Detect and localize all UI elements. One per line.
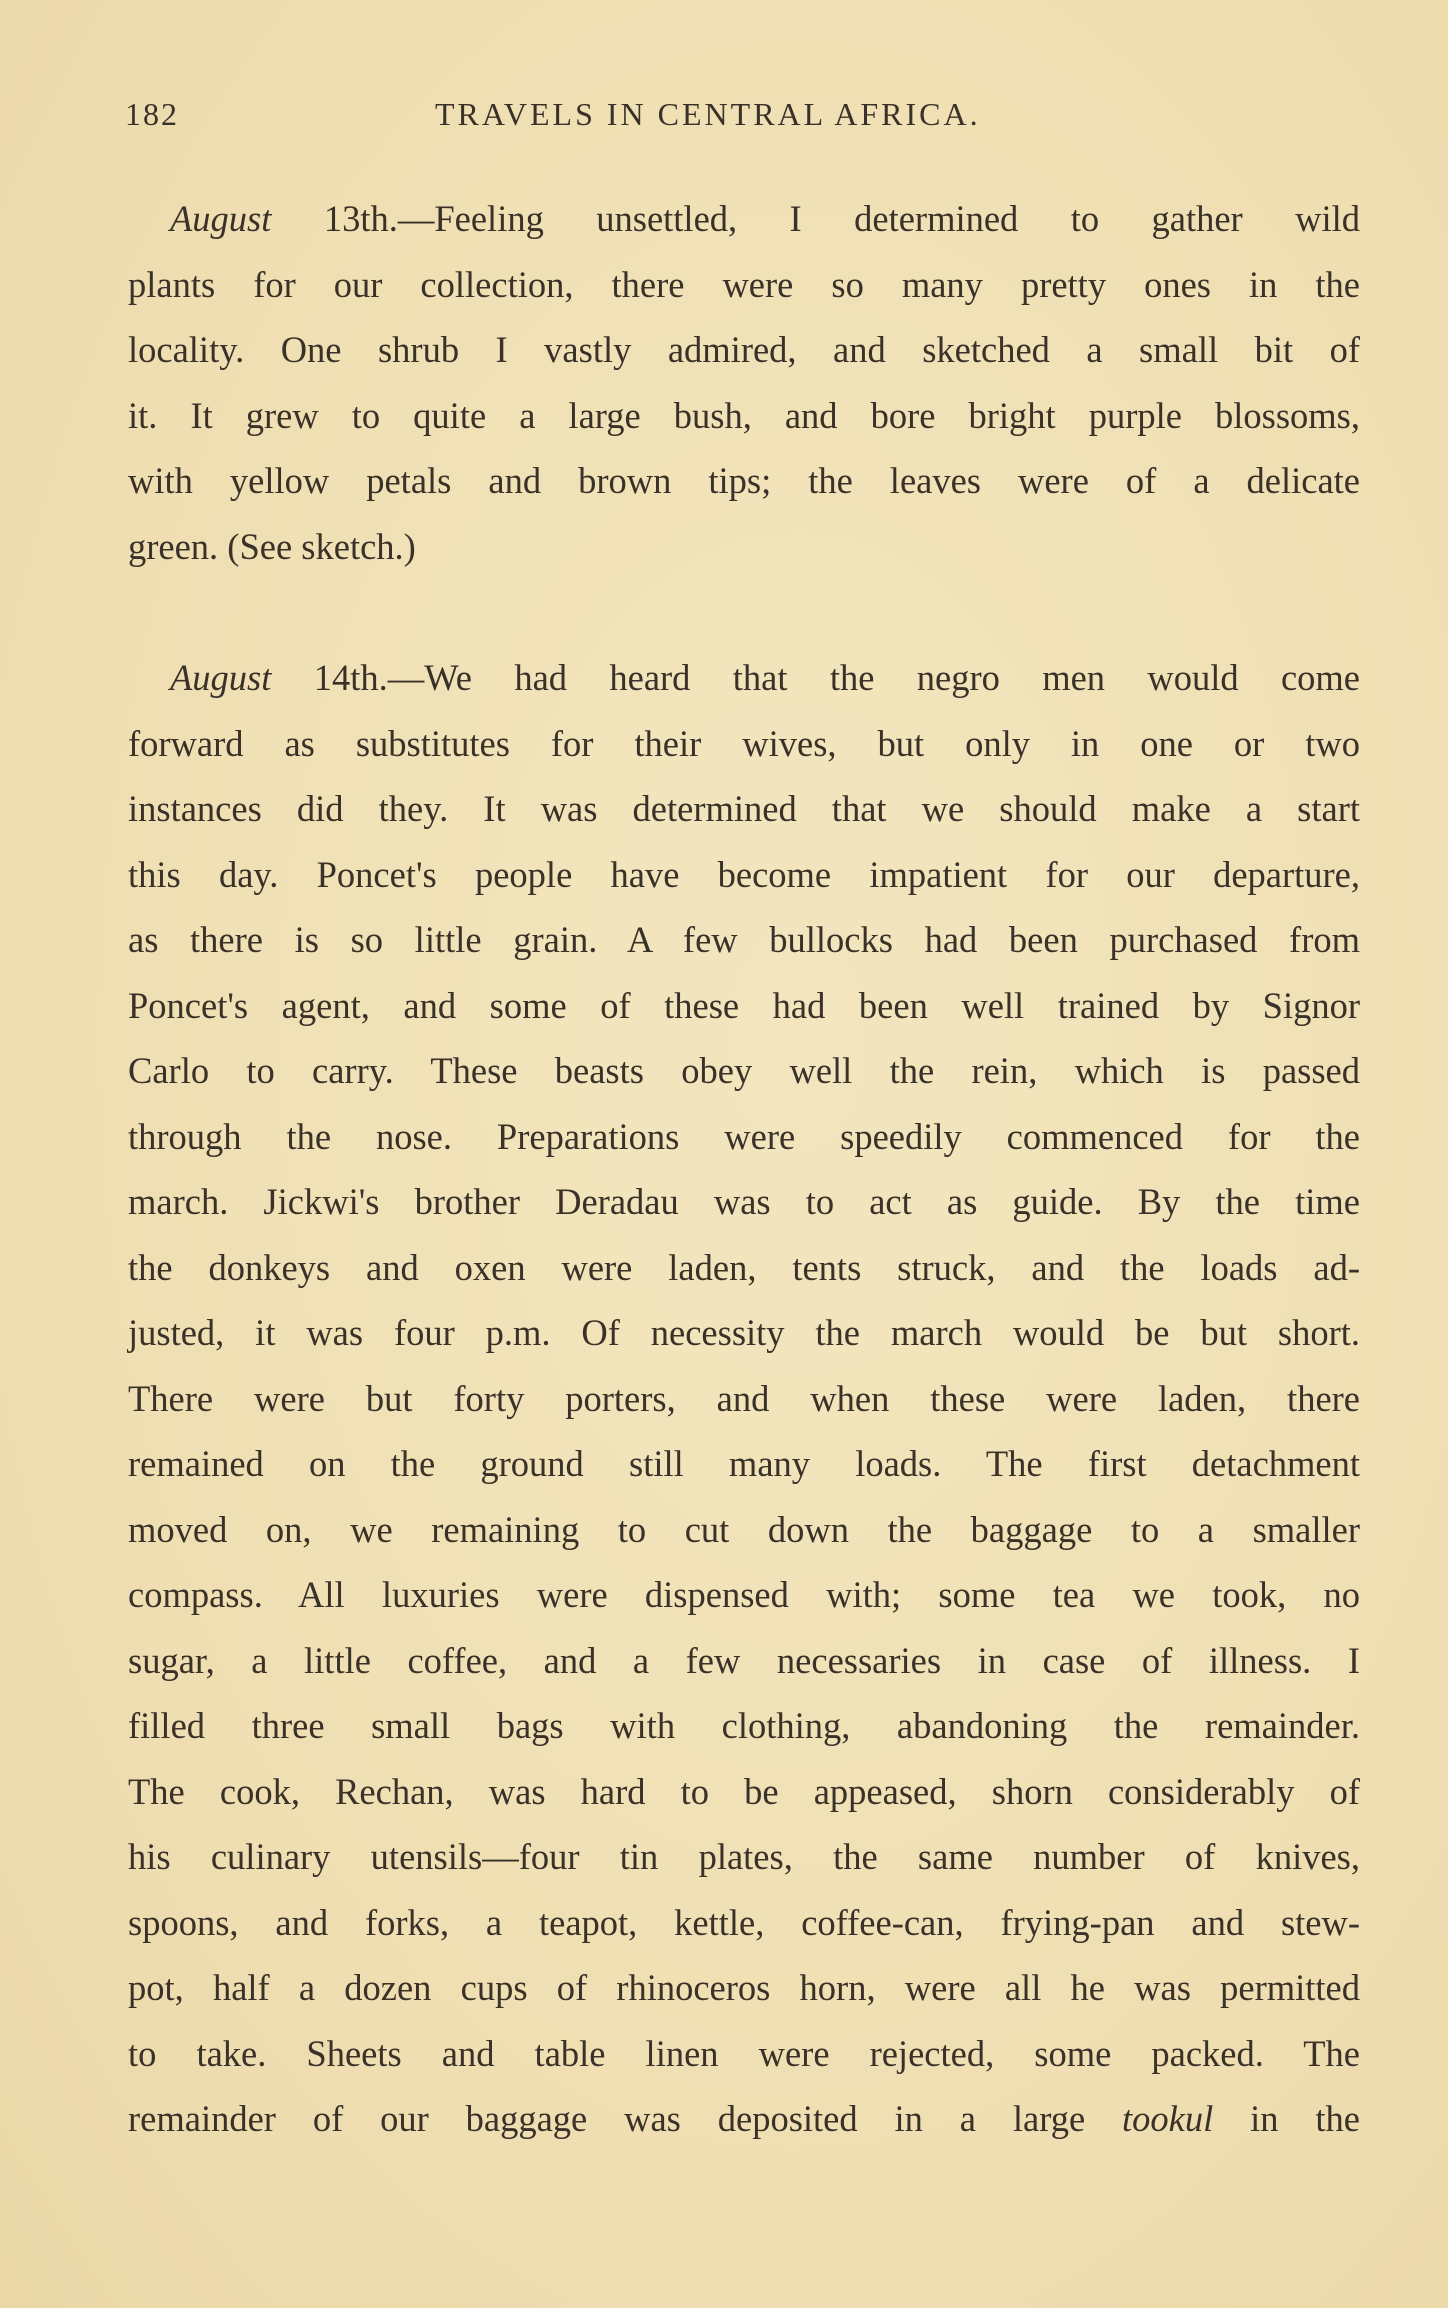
text-line: his culinary utensils—four tin plates, the same number of knives, [128,1836,1360,1877]
entry-august-14 [128,645,1360,2152]
text-line: moved on, we remaining to cut down the baggage to a smaller [128,1508,1360,1550]
text-line: as there is so little grain. A few bullocks had been purchased from [128,919,1360,960]
text-line: filled three small bags with clothing, abandoning the remainder. [128,1705,1360,1746]
entry-date-month: August [170,657,272,698]
text-line [128,186,1360,252]
entry-date-day: 13th. [323,198,398,239]
text-line: locality. One shrub I vastly admired, and sketched a small bit of [128,329,1360,370]
italic-term: tookul [1122,2098,1214,2139]
text-line: Carlo to carry. These beasts obey well the rein, which is passed [128,1050,1360,1091]
text-line: green. (See sketch.) [128,525,416,567]
paragraph-gap [128,579,1360,645]
running-head-title: TRAVELS IN CENTRAL AFRICA. [435,96,981,132]
text-line: march. Jickwi's brother Deradau was to act as guide. By the time [128,1181,1360,1222]
text-line: it. It grew to quite a large bush, and bore bright purple blossoms, [128,394,1360,436]
text-line [128,2086,1360,2152]
text-line: forward as substitutes for their wives, but only in one or two [128,722,1360,764]
text-line: this day. Poncet's people have become impatient for our departure, [128,853,1360,895]
entry-line-text: Feeling unsettled, I determined to gather wild [434,198,1361,239]
text-line: the donkeys and oxen were laden, tents struck, and the loads ad- [128,1246,1360,1288]
text-line: plants for our collection, there were so many pretty ones in the [128,263,1360,305]
text-line: Poncet's agent, and some of these had been well trained by Signor [128,984,1360,1026]
text-line: spoons, and forks, a teapot, kettle, coffee-can, frying-pan and stew- [128,1901,1360,1943]
entry-line-text: in the [1213,2098,1361,2139]
text-line: The cook, Rechan, was hard to be appeased, shorn considerably of [128,1770,1360,1812]
entry-dash: — [397,198,435,239]
body-text [128,186,1360,2152]
running-head [125,96,1355,136]
text-line: sugar, a little coffee, and a few necessaries in case of illness. I [128,1639,1360,1681]
text-line [128,645,1360,711]
entry-line-text: remainder of our baggage was deposited in a large [128,2098,1123,2139]
text-line: justed, it was four p.m. Of necessity the march would be but short. [128,1312,1360,1353]
entry-line-text: We had heard that the negro men would come [424,657,1361,698]
entry-august-13 [128,186,1360,579]
text-line: There were but forty porters, and when these were laden, there [128,1377,1360,1419]
text-line: compass. All luxuries were dispensed with; some tea we took, no [128,1574,1360,1615]
text-line: to take. Sheets and table linen were rejected, some packed. The [128,2032,1360,2074]
text-line: pot, half a dozen cups of rhinoceros horn, were all he was permitted [128,1967,1360,2008]
entry-date-month: August [170,198,272,239]
text-line: remained on the ground still many loads. The first detachment [128,1443,1360,1484]
entry-dash: — [387,657,425,698]
text-line: through the nose. Preparations were speedily commenced for the [128,1115,1360,1157]
entry-date-day: 14th. [313,657,388,698]
page-number: 182 [125,96,179,132]
text-line: instances did they. It was determined that we should make a start [128,788,1360,829]
text-line: with yellow petals and brown tips; the leaves were of a delicate [128,460,1360,501]
